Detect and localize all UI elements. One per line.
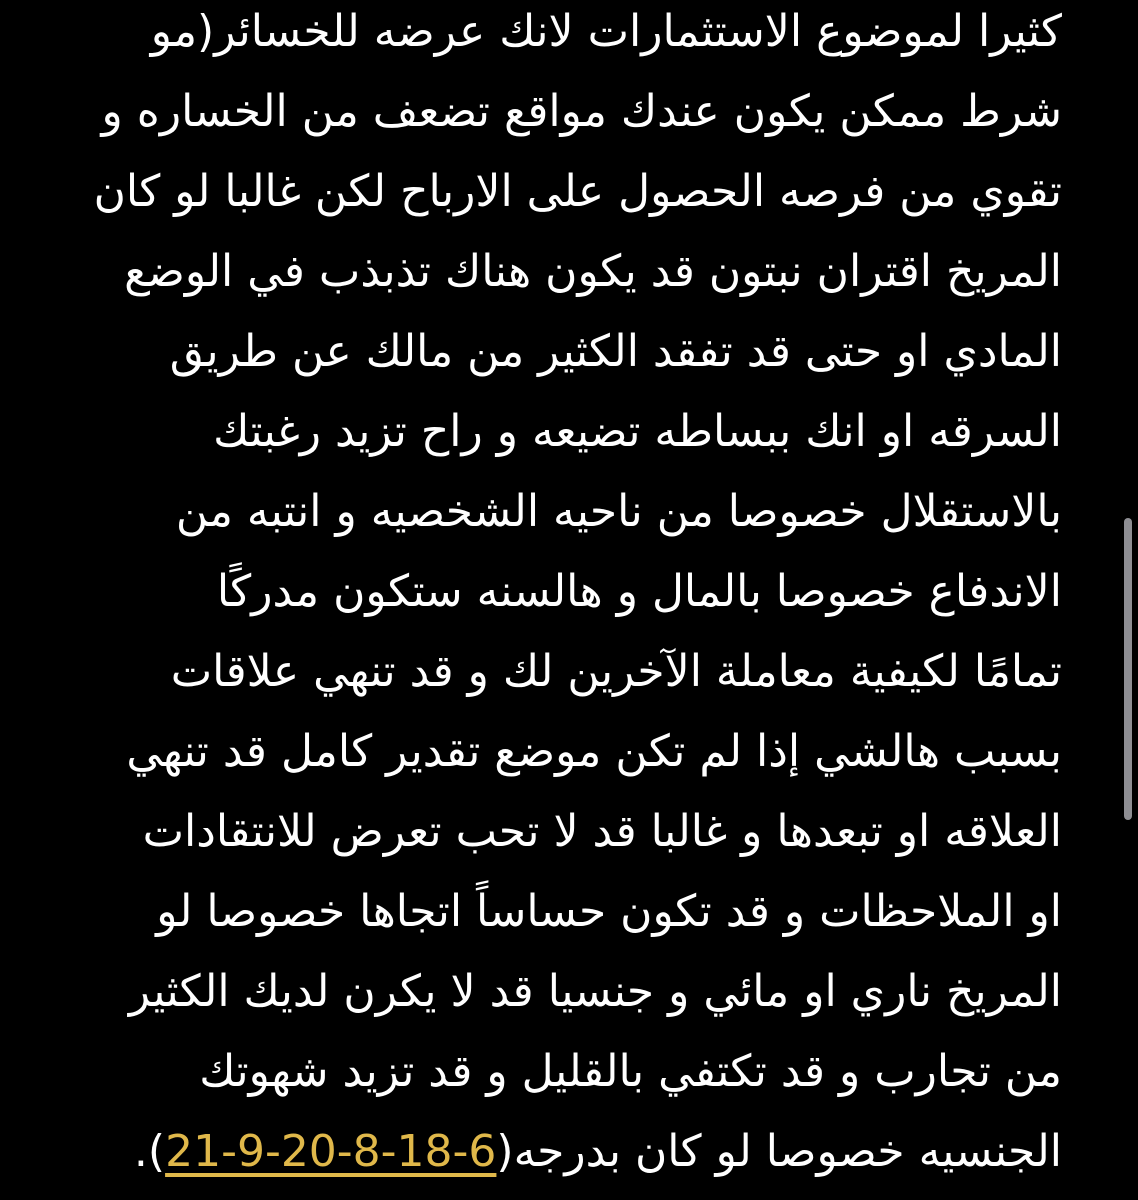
text-line: المادي او حتى قد تفقد الكثير من مالك عن طريق [169,326,1062,377]
text-line: بالاستقلال خصوصا من ناحيه الشخصيه و انتبه من [175,486,1062,537]
vertical-scrollbar[interactable] [1124,518,1132,820]
last-line-text: الجنسيه خصوصا لو كان بدرجه( [496,1126,1062,1177]
text-line: الاندفاع خصوصا بالمال و هالسنه ستكون مدركًا [216,566,1062,617]
degree-link[interactable]: 21-9-20-8-18-6 [165,1126,497,1177]
last-line-end: ). [133,1126,166,1177]
text-line: المريخ ناري او مائي و جنسيا قد لا يكرن لديك الكثير [128,966,1062,1017]
text-line-last [62,1120,1062,1200]
text-line: المريخ اقتران نبتون قد يكون هناك تذبذب في الوضع [124,246,1062,297]
note-body [62,0,1062,1200]
text-line: شرط ممكن يكون عندك مواقع تضعف من الخساره و [101,86,1062,137]
text-line: من تجارب و قد تكتفي بالقليل و قد تزيد شهوتك [199,1046,1062,1097]
text-line: السرقه او انك ببساطه تضيعه و راح تزيد رغبتك [213,406,1062,457]
text-line: العلاقه او تبعدها و غالبا قد لا تحب تعرض للانتقادات [142,806,1062,857]
text-line: او الملاحظات و قد تكون حساساً اتجاها خصوصا لو [156,886,1062,937]
text-line: كثيرا لموضوع الاستثمارات لانك عرضه للخسائر(مو [150,6,1062,57]
text-line: تمامًا لكيفية معاملة الآخرين لك و قد تنهي علاقات [170,646,1062,697]
text-line: بسبب هالشي إذا لم تكن موضع تقدير كامل قد تنهي [126,726,1062,777]
text-line: تقوي من فرصه الحصول على الارباح لكن غالبا لو كان [93,166,1062,217]
